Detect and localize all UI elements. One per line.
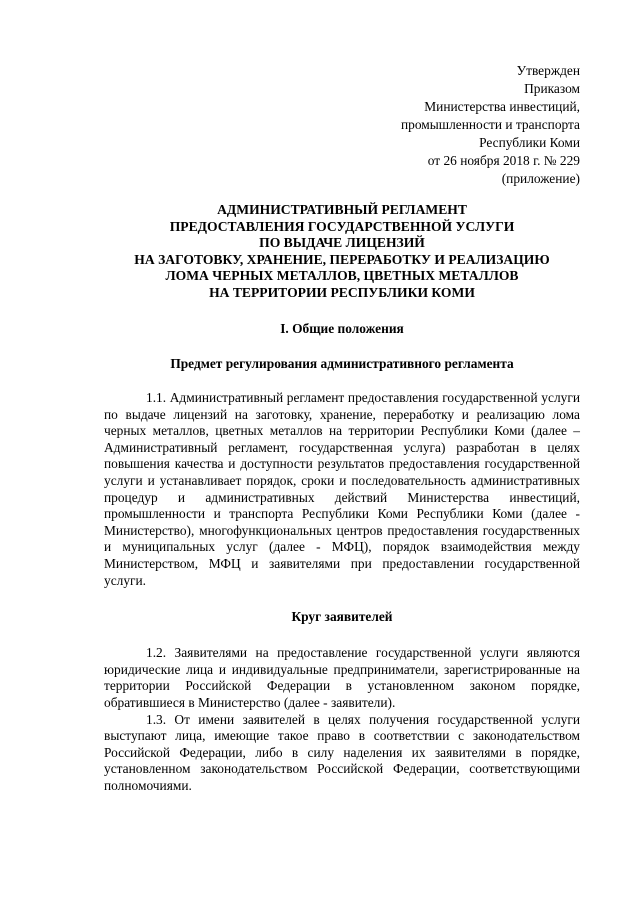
paragraph-1-3: 1.3. От имени заявителей в целях получения государственной услуги выступают лица, имеющие такое право в соответствии с законодательством Российской Федерации, либо в силу наделения их заявителями в порядке, установленном законодательством Российской Федерации, соответствующими полномочиями. [104, 711, 580, 793]
title-line: ЛОМА ЧЕРНЫХ МЕТАЛЛОВ, ЦВЕТНЫХ МЕТАЛЛОВ [165, 268, 519, 283]
section-heading-general: I. Общие положения [280, 321, 404, 336]
approval-line: Республики Коми [479, 135, 580, 150]
approval-line: (приложение) [501, 171, 580, 186]
paragraph-1-2: 1.2. Заявителями на предоставление государственной услуги являются юридические лица и индивидуальные предприниматели, зарегистрированные на территории Российской Федерации в установленном законом порядке, обратившиеся в Министерство (далее - заявители). [104, 645, 580, 710]
title-line: АДМИНИСТРАТИВНЫЙ РЕГЛАМЕНТ [217, 202, 467, 217]
subsection-heading-applicants: Круг заявителей [291, 609, 393, 625]
paragraph-1-1: 1.1. Административный регламент предоставления государственной услуги по выдаче лицензий на заготовку, хранение, переработку и реализацию лома черных металлов, цветных металлов на территории Республики Коми (далее – Административный регламент, государственная услуга) разработан в целях повышения качества и доступности результатов предоставления государственной услуги и устанавливает порядок, сроки и последовательность административных процедур и административных действий Министерства инвестиций, промышленности и транспорта Республики Коми Республики Коми (далее - Министерство), многофункциональных центров предоставления государственных и муниципальных услуг (далее - МФЦ), порядок взаимодействия между Министерством, МФЦ и заявителями при предоставлении государственной услуги. [104, 390, 580, 588]
approval-line: от 26 ноября 2018 г. № 229 [427, 153, 580, 168]
subsection-heading-subject: Предмет регулирования административного регламента [170, 356, 514, 371]
approval-line: Приказом [524, 81, 580, 96]
document-title [104, 202, 580, 301]
approval-line: промышленности и транспорта [401, 117, 580, 132]
approval-line: Утвержден [516, 63, 580, 78]
title-line: НА ЗАГОТОВКУ, ХРАНЕНИЕ, ПЕРЕРАБОТКУ И РЕАЛИЗАЦИЮ [134, 251, 550, 267]
title-line: ПРЕДОСТАВЛЕНИЯ ГОСУДАРСТВЕННОЙ УСЛУГИ [169, 218, 515, 234]
title-line: НА ТЕРРИТОРИИ РЕСПУБЛИКИ КОМИ [209, 284, 475, 300]
title-line: ПО ВЫДАЧЕ ЛИЦЕНЗИЙ [259, 235, 425, 250]
approval-block [104, 62, 580, 188]
approval-line: Министерства инвестиций, [424, 99, 580, 114]
